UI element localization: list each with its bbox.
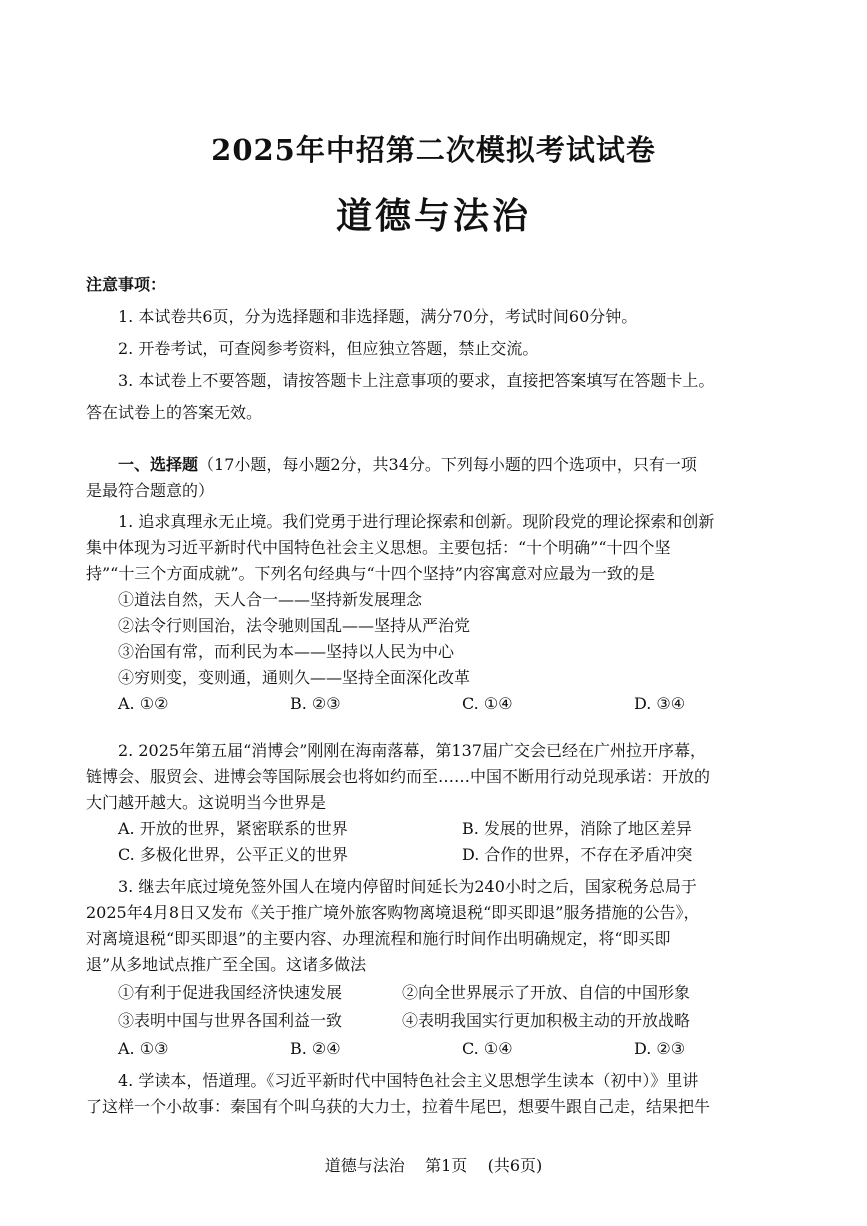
statement-item: ②法令行则国治，法令驰则国乱——坚持从严治党 (118, 616, 471, 635)
option-d: D. ③④ (634, 694, 686, 713)
option-c: C. ①④ (462, 694, 513, 713)
statement-item: ①有利于促进我国经济快速发展 (118, 983, 343, 1002)
statement-item: ①道法自然，天人合一——坚持新发展理念 (118, 590, 423, 609)
question-stem-line: 4. 学读本，悟道理。《习近平新时代中国特色社会主义思想学生读本（初中）》里讲 (118, 1071, 699, 1090)
option-a: A. ①③ (118, 1039, 169, 1058)
answer-options (86, 816, 806, 842)
answer-options (86, 1036, 806, 1062)
statement-item: ③治国有常，而利民为本——坚持以人民为中心 (118, 642, 455, 661)
notes-item: 2. 开卷考试，可查阅参考资料，但应独立答题，禁止交流。 (118, 339, 539, 358)
question-stem-line: 链博会、服贸会、进博会等国际展会也将如约而至……中国不断用行动兑现承诺：开放的 (86, 767, 711, 786)
statement-item: ②向全世界展示了开放、自信的中国形象 (402, 983, 691, 1002)
question-stem-line: 2025年4月8日又发布《关于推广境外旅客购物离境退税“即买即退”服务措施的公告》， (86, 903, 700, 922)
exam-title: 2025年中招第二次模拟考试试卷 (211, 133, 656, 167)
subject-title: 道德与法治 (335, 195, 531, 237)
page-footer (0, 1153, 867, 1176)
footer-total-pages: (共6页) (487, 1156, 543, 1175)
option-c: C. 多极化世界，公平正义的世界 (118, 845, 348, 864)
notes-item: 1. 本试卷共6页，分为选择题和非选择题，满分70分，考试时间60分钟。 (118, 307, 638, 326)
footer-subject: 道德与法治 (324, 1156, 405, 1175)
option-b: B. ②④ (290, 1039, 341, 1058)
answer-options (86, 691, 806, 717)
option-a: A. ①② (118, 694, 169, 713)
section-instructions: （17小题，每小题2分，共34分。下列每小题的四个选项中，只有一项 (198, 455, 697, 474)
question-stem-line: 持”“十三个方面成就”。下列名句经典与“十四个坚持”内容寓意对应最为一致的是 (86, 564, 655, 583)
section-title: 一、选择题 (118, 455, 199, 474)
section-instructions-continued: 是最符合题意的） (86, 481, 215, 500)
notes-section (86, 272, 806, 426)
option-a: A. 开放的世界，紧密联系的世界 (118, 819, 348, 838)
statement-row (86, 1008, 806, 1034)
option-b: B. 发展的世界，消除了地区差异 (462, 819, 692, 838)
section-heading (86, 452, 806, 504)
notes-item: 3. 本试卷上不要答题，请按答题卡上注意事项的要求，直接把答案填写在答题卡上。 (118, 371, 715, 390)
notes-heading: 注意事项： (86, 275, 167, 294)
footer-page-number: 第1页 (425, 1156, 468, 1175)
question-4 (86, 1068, 806, 1120)
question-stem-line: 集中体现为习近平新时代中国特色社会主义思想。主要包括：“十个明确”“十四个坚 (86, 538, 671, 557)
statement-item: ④表明我国实行更加积极主动的开放战略 (402, 1011, 691, 1030)
question-stem-line: 对离境退税“即买即退”的主要内容、办理流程和施行时间作出明确规定，将“即买即 (86, 929, 671, 948)
answer-options (86, 842, 806, 868)
question-stem-line: 2. 2025年第五届“消博会”刚刚在海南落幕，第137届广交会已经在广州拉开序幕， (118, 741, 706, 760)
statement-item: ③表明中国与世界各国利益一致 (118, 1011, 343, 1030)
question-stem-line: 3. 继去年底过境免签外国人在境内停留时间延长为240小时之后，国家税务总局于 (118, 877, 697, 896)
option-b: B. ②③ (290, 694, 341, 713)
option-d: D. 合作的世界，不存在矛盾冲突 (462, 845, 693, 864)
question-3 (86, 874, 806, 1062)
statement-row (86, 980, 806, 1006)
question-stem-line: 退”从多地试点推广至全国。这诸多做法 (86, 955, 367, 974)
notes-item-continued: 答在试卷上的答案无效。 (86, 403, 263, 422)
statement-item: ④穷则变，变则通，通则久——坚持全面深化改革 (118, 668, 471, 687)
question-1 (86, 509, 806, 717)
question-stem-line: 了这样一个小故事：秦国有个叫乌获的大力士，拉着牛尾巴，想要牛跟自己走，结果把牛 (86, 1097, 711, 1116)
question-stem-line: 大门越开越大。这说明当今世界是 (86, 793, 327, 812)
option-c: C. ①④ (462, 1039, 513, 1058)
question-2 (86, 738, 806, 868)
option-d: D. ②③ (634, 1039, 686, 1058)
question-stem-line: 1. 追求真理永无止境。我们党勇于进行理论探索和创新。现阶段党的理论探索和创新 (118, 512, 715, 531)
